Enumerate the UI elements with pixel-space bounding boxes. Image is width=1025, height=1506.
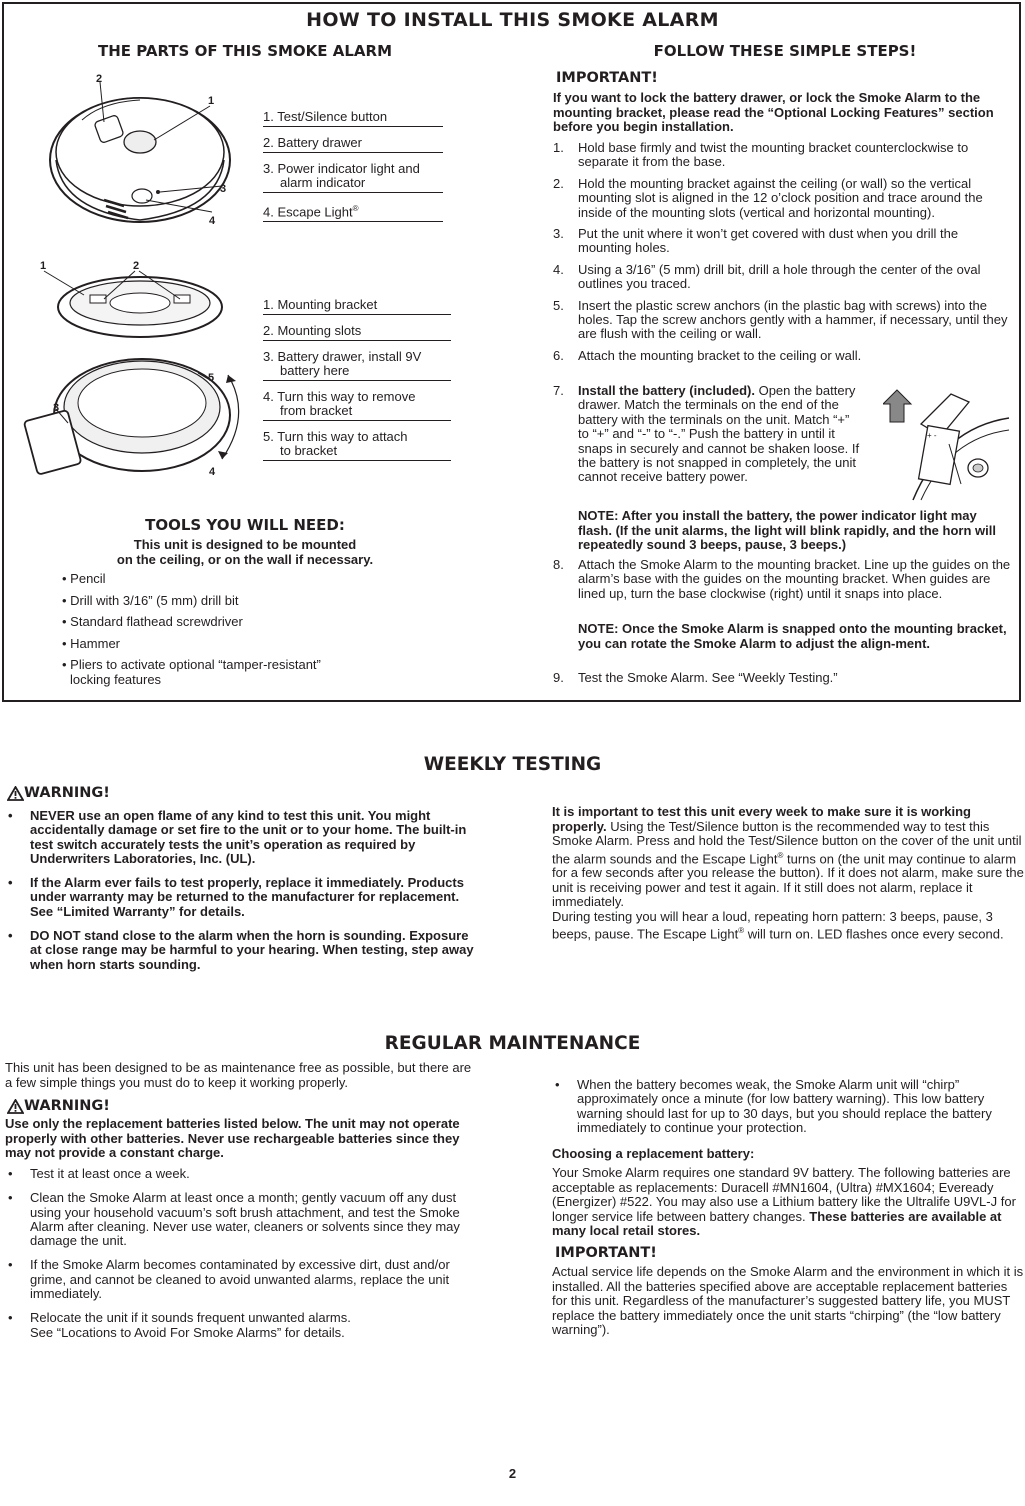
maintenance-right-list	[552, 1078, 1024, 1145]
svg-text:+ -: + -	[927, 431, 937, 440]
list-item: • Clean the Smoke Alarm at least once a month; gently vacuum off any dust using your household vacuum’s soft brush attachment, and test the Smoke Alarm after cleaning. Never use water, cleaners or solvents since they may damage the unit.	[8, 1190, 460, 1249]
battery-install-illustration	[883, 388, 1011, 504]
warning-triangle-icon	[7, 1099, 24, 1114]
list-item: 3. Battery drawer, install 9V battery here	[263, 347, 451, 381]
list-item: 3. Power indicator light and alarm indicator	[263, 159, 443, 193]
list-item: • Standard flathead screwdriver	[62, 614, 243, 629]
maintenance-warning-text: Use only the replacement batteries listed below. The unit may not operate properly with other batteries. Never use rechargeable batteries since they may not provide a constant charge.	[5, 1116, 460, 1160]
mounting-bracket-illustration	[22, 255, 252, 480]
maintenance-intro: This unit has been designed to be as maintenance free as possible, but there are a few simple things you must do to keep it working properly.	[5, 1060, 472, 1090]
alarm-callout-1: 1	[208, 95, 215, 107]
bracket-callout-2: 2	[133, 260, 140, 272]
list-item: 4. Turn this way to remove from bracket	[263, 387, 451, 421]
page-number: 2	[508, 1466, 517, 1481]
list-item: • Test it at least once a week.	[8, 1166, 190, 1181]
step-9: 9. Test the Smoke Alarm. See “Weekly Testing.”	[553, 670, 838, 685]
weekly-warning-list	[5, 809, 480, 982]
list-item: • DO NOT stand close to the alarm when the horn is sounding. Exposure at close range may be harmful to your hearing. When testing, step away when horn starts sounding.	[8, 928, 474, 972]
weekly-testing-heading: WEEKLY TESTING	[423, 754, 602, 775]
install-steps-list	[553, 141, 1011, 370]
bracket-callout-3: 3	[53, 402, 60, 414]
maintenance-list	[5, 1167, 480, 1350]
maintenance-heading: REGULAR MAINTENANCE	[384, 1033, 641, 1054]
list-item: • When the battery becomes weak, the Smoke Alarm unit will “chirp” approximately once a minute (for low battery warning). This low battery warning should last for up to 30 days, but you should replace the battery immediately to continue your protection.	[555, 1077, 992, 1135]
tools-heading: TOOLS YOU WILL NEED:	[145, 516, 345, 534]
list-item: 5. Turn this way to attach to bracket	[263, 427, 451, 461]
list-item: 2. Hold the mounting bracket against the ceiling (or wall) so the vertical mounting slot is aligned in the 12 o’clock position and trace around the inside of the mounting slots (vertical and horizontal mounting).	[553, 175, 983, 220]
choosing-battery-heading: Choosing a replacement battery:	[552, 1146, 755, 1161]
list-item: • Hammer	[62, 635, 120, 651]
alarm-parts-list	[263, 107, 443, 228]
list-item: • If the Alarm ever fails to test properly, replace it immediately. Products under warranty may be returned to the manufacturer for replacement. See “Limited Warranty” for details.	[8, 875, 464, 919]
bracket-callout-5: 5	[208, 372, 215, 384]
maintenance-warning-label: WARNING!	[7, 1098, 110, 1114]
list-item: 6. Attach the mounting bracket to the ceiling or wall.	[553, 347, 862, 363]
alarm-callout-4: 4	[209, 215, 216, 227]
list-item: 1. Mounting bracket	[263, 295, 451, 315]
list-item: 4. Using a 3/16” (5 mm) drill bit, drill a hole through the center of the oval outlines you traced.	[553, 261, 981, 292]
list-item: 3. Put the unit where it won’t get covered with dust when you drill the mounting holes.	[553, 226, 959, 256]
tools-list	[62, 572, 422, 694]
weekly-testing-instructions: It is important to test this unit every week to make sure it is working properly. Using the Test/Silence button is the recommended way to test this Smoke Alarm. Press and hold the Test/Silence button on the cover of the unit until the alarm sounds and the Escape Light® turns on (the unit may continue to alarm for a few seconds after you release the button). If it does not alarm, make sure the unit is receiving power and test it again. If it still does not alarm, replace it immediately. During testing you will hear a loud, repeating horn pattern: 3 beeps, pause, 3 beeps, pause. The Escape Light® will turn on. LED flashes once every second.	[552, 804, 1024, 942]
step-7: 7. Install the battery (included). Open the battery drawer. Match the terminals on the end of the battery with the terminals on the unit. Match “+” to “+” and “-” to “-.” Push the battery in until it snaps in securely and cannot be shaken loose. If the battery is not snapped in completely, the unit cannot receive battery power.	[553, 383, 860, 485]
list-item: 1. Hold base firmly and twist the mounting bracket counterclockwise to separate it from the base.	[553, 140, 969, 170]
list-item: 1. Test/Silence button	[263, 107, 443, 127]
bracket-callout-1: 1	[40, 260, 47, 272]
weekly-warning-label: WARNING!	[7, 785, 110, 801]
list-item: • NEVER use an open flame of any kind to test this unit. You might accidentally damage or set fire to the unit or to your home. The built-in test switch accurately tests the unit’s operation as required by Underwriters Laboratories, Inc. (UL).	[8, 808, 467, 866]
smoke-alarm-illustration	[42, 70, 247, 230]
tools-intro: This unit is designed to be mounted on the ceiling, or on the wall if necessary.	[116, 537, 374, 567]
step-8: 8. Attach the Smoke Alarm to the mounting bracket. Line up the guides on the alarm’s base with the guides on the mounting bracket. When guides are lined up, turn the base clockwise (right) until it snaps into place.	[553, 557, 1011, 601]
step-7-note: NOTE: After you install the battery, the power indicator light may flash. (If the unit alarms, the light will blink rapidly, and the horn will repeatedly sound 3 beeps, pause, 3 beeps.)	[578, 508, 996, 552]
steps-heading: FOLLOW THESE SIMPLE STEPS!	[653, 42, 917, 60]
list-item: 5. Insert the plastic screw anchors (in the plastic bag with screws) into the holes. Tap the screw anchors gently with a hammer, if necessary, until they are flush with the ceiling or wall.	[553, 297, 1008, 342]
step-8-note: NOTE: Once the Smoke Alarm is snapped onto the mounting bracket, you can rotate the Smoke Alarm to adjust the align-ment.	[578, 621, 1007, 651]
list-item: • Pliers to activate optional “tamper-resistant” locking features	[62, 657, 321, 687]
list-item: • Drill with 3/16” (5 mm) drill bit	[62, 592, 239, 608]
bracket-parts-list	[263, 295, 451, 467]
steps-important-text: If you want to lock the battery drawer, or lock the Smoke Alarm to the mounting bracket, please read the “Optional Locking Features” section before you begin installation.	[553, 90, 994, 134]
list-item: 2. Mounting slots	[263, 321, 451, 341]
steps-important-label: IMPORTANT!	[556, 70, 658, 86]
alarm-callout-3: 3	[220, 183, 227, 195]
list-item: • If the Smoke Alarm becomes contaminated by excessive dirt, dust and/or grime, and cannot be cleaned to avoid unwanted alarms, replace the unit immediately.	[8, 1257, 450, 1302]
page-title: HOW TO INSTALL THIS SMOKE ALARM	[306, 9, 719, 31]
alarm-callout-2: 2	[96, 73, 103, 85]
maintenance-important-label: IMPORTANT!	[555, 1245, 657, 1261]
bracket-callout-4: 4	[209, 466, 216, 478]
maintenance-important-text: Actual service life depends on the Smoke Alarm and the environment in which it is installed. All the batteries specified above are acceptable replacement batteries for this unit. Regardless of the manufacturer’s suggested battery life, you MUST replace the battery immediately once the unit starts “chirping” (the “low battery warning”).	[552, 1264, 1024, 1337]
list-item: 4. Escape Light®	[263, 199, 443, 222]
choosing-battery-text: Your Smoke Alarm requires one standard 9V battery. The following batteries are acceptable as replacements: Duracell #MN1604, (Ultra) #MX1604; Eveready (Energizer) #522. You may also use a Lithium battery like the Ultralife U9VL-J for longer service life between battery changes. These batteries are available at many local retail stores.	[552, 1165, 1016, 1238]
list-item: 2. Battery drawer	[263, 133, 443, 153]
parts-heading: THE PARTS OF THIS SMOKE ALARM	[97, 42, 393, 60]
list-item: • Pencil	[62, 571, 106, 586]
list-item: • Relocate the unit if it sounds frequent unwanted alarms. See “Locations to Avoid For Smoke Alarms” for details.	[8, 1310, 351, 1340]
warning-triangle-icon	[7, 786, 24, 801]
